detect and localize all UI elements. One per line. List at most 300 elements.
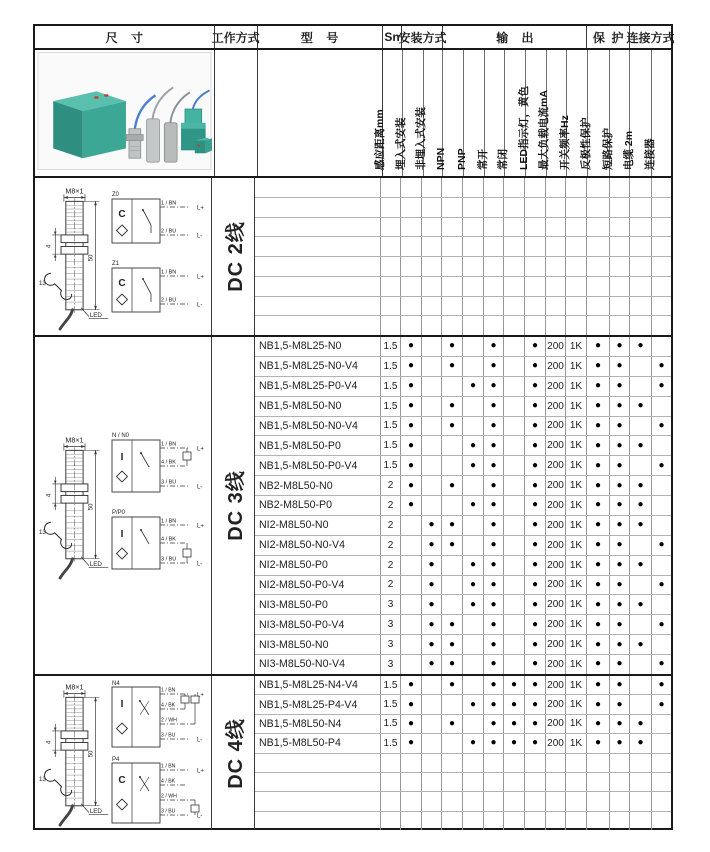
sn-cell [381, 773, 401, 791]
load-cell [546, 773, 566, 791]
model-cell [255, 316, 381, 335]
sn-cell [381, 218, 401, 237]
freq-cell: 1K [566, 576, 587, 595]
connector-dot-cell [652, 792, 671, 810]
dc4-rows [255, 676, 671, 830]
rail-lminus: L- [197, 737, 203, 743]
nonflush-dot-cell [422, 237, 442, 256]
sn-cell: 2 [381, 496, 401, 515]
nc-dot-cell [504, 812, 525, 830]
short-dot-cell [610, 754, 630, 772]
connector-dot-cell: ● [658, 419, 665, 431]
nonflush-dot-cell [422, 417, 442, 436]
wire-label-bu: 3 / BU [161, 808, 176, 814]
pnp-dot-cell: ● [463, 595, 484, 614]
connector-dot-cell: ● [658, 539, 665, 551]
wiring-title: P4 [112, 756, 120, 763]
dc3-dimension-cell [35, 337, 212, 674]
rail-lplus: L+ [197, 446, 204, 453]
reverse-dot-cell [587, 178, 610, 197]
model-cell: NI2-M8L50-N0-V4 [255, 536, 381, 555]
short-dot-cell: ● [610, 337, 630, 356]
load-cell: 200 [546, 695, 566, 713]
reverse-dot-cell [587, 218, 610, 237]
led-dot-cell [525, 257, 546, 276]
sn-cell: 1.5 [381, 337, 401, 356]
section-dc4 [35, 674, 671, 830]
connector-dot-cell [652, 218, 671, 237]
nonflush-dot-cell [422, 754, 442, 772]
cable-dot-cell [630, 218, 652, 237]
diamond-logo [117, 723, 128, 734]
flush-dot-cell: ● [401, 436, 422, 455]
reverse-dot-cell [587, 277, 610, 296]
freq-cell [566, 257, 587, 276]
npn-dot-cell [442, 812, 463, 830]
cable-dot-cell [630, 237, 652, 256]
table-header-row [35, 26, 675, 50]
nc-dot-cell [504, 595, 525, 614]
load-cell [546, 218, 566, 237]
npn-dot-cell [442, 773, 463, 791]
flush-dot-cell [401, 237, 422, 256]
nc-dot-cell: ● [504, 695, 525, 713]
no-dot-cell [484, 277, 504, 296]
connector-dot-cell [652, 297, 671, 316]
load-cell: 200 [546, 536, 566, 555]
table-row [255, 198, 671, 218]
led-dot-cell [525, 754, 546, 772]
threaded-sensor [129, 129, 141, 159]
rail-lminus: L- [197, 233, 203, 240]
cube-sensor [195, 141, 206, 154]
flush-dot-cell: ● [401, 456, 422, 475]
reverse-dot-cell [587, 257, 610, 276]
wire-label-bk: 4 / BK [161, 459, 176, 466]
model-cell: NI3-M8L50-P0-V4 [255, 615, 381, 634]
wiring-diagram-n0 [111, 430, 211, 504]
freq-cell: 1K [566, 496, 587, 515]
nonflush-dot-cell [422, 773, 442, 791]
table-row [255, 812, 671, 830]
sn-cell: 2 [381, 536, 401, 555]
output-symbol: I [120, 529, 124, 540]
reverse-dot-cell: ● [587, 436, 610, 455]
wiring-diagram-n4 [111, 679, 211, 752]
npn-dot-cell: ● [442, 655, 463, 674]
table-row [255, 476, 671, 496]
diamond-logo [117, 548, 128, 559]
nc-dot-cell [504, 397, 525, 416]
led-dot-cell [525, 792, 546, 810]
load-cell: 200 [546, 615, 566, 634]
nc-dot-cell [504, 576, 525, 595]
pnp-dot-cell [463, 615, 484, 634]
table-row [255, 676, 671, 695]
led-dot-cell: ● [525, 436, 546, 455]
npn-dot-cell: ● [442, 516, 463, 535]
npn-dot-cell [442, 595, 463, 614]
reverse-dot-cell: ● [587, 377, 610, 396]
load-resistor [183, 452, 191, 460]
output-symbol: C [118, 774, 126, 786]
led-dot-cell [525, 198, 546, 217]
npn-dot-cell [442, 754, 463, 772]
nc-dot-cell [504, 297, 525, 316]
led-dot-cell: ● [525, 476, 546, 495]
nc-dot-cell [504, 316, 525, 335]
rail-lminus: L- [197, 813, 203, 819]
led-dot-cell: ● [525, 417, 546, 436]
vheader-normally-open: 常开 [485, 50, 505, 176]
flush-dot-cell: ● [401, 695, 422, 713]
flush-dot-cell [401, 635, 422, 654]
freq-cell [566, 792, 587, 810]
model-cell: NB1,5-M8L25-P0-V4 [255, 377, 381, 396]
diamond-logo [117, 799, 128, 810]
freq-cell: 1K [566, 436, 587, 455]
nc-dot-cell [504, 178, 525, 197]
reverse-dot-cell: ● [587, 357, 610, 376]
connector-dot-cell [652, 734, 671, 752]
sn-cell [381, 198, 401, 217]
no-dot-cell [484, 218, 504, 237]
connector-dot-cell [652, 178, 671, 197]
npn-dot-cell: ● [442, 635, 463, 654]
model-cell: NB1,5-M8L25-N4-V4 [255, 676, 381, 694]
nonflush-dot-cell [422, 257, 442, 276]
npn-dot-cell: ● [442, 417, 463, 436]
freq-cell: 1K [566, 516, 587, 535]
wire-label-wh: 2 / WH [161, 717, 177, 723]
table-row [255, 754, 671, 773]
sn-cell: 1.5 [381, 456, 401, 475]
led-dot-cell: ● [525, 676, 546, 694]
sn-cell: 1.5 [381, 695, 401, 713]
table-row [255, 715, 671, 734]
load-cell [546, 297, 566, 316]
nonflush-dot-cell: ● [422, 635, 442, 654]
wire-label-bn: 1 / BN [161, 763, 176, 769]
no-dot-cell [484, 754, 504, 772]
flush-dot-cell: ● [401, 734, 422, 752]
model-cell [255, 198, 381, 217]
cable-dot-cell: ● [630, 635, 652, 654]
npn-dot-cell: ● [442, 476, 463, 495]
flush-dot-cell: ● [401, 496, 422, 515]
load-cell: 200 [546, 556, 566, 575]
flush-dot-cell [401, 615, 422, 634]
cable-dot-cell: ● [630, 397, 652, 416]
short-dot-cell: ● [610, 595, 630, 614]
nonflush-dot-cell [422, 496, 442, 515]
flush-dot-cell [401, 218, 422, 237]
flush-dot-cell: ● [401, 676, 422, 694]
output-symbol: I [120, 698, 124, 710]
vheader-led: LED指示灯，黄色 [526, 50, 547, 176]
npn-dot-cell [442, 178, 463, 197]
short-dot-cell: ● [610, 576, 630, 595]
model-cell: NI3-M8L50-N0 [255, 635, 381, 654]
rail-lplus: L+ [197, 768, 204, 774]
flush-dot-cell [401, 516, 422, 535]
load-cell [546, 316, 566, 335]
short-dot-cell: ● [610, 516, 630, 535]
vheader-frequency: 开关频率Hz [567, 50, 588, 176]
pnp-dot-cell [463, 357, 484, 376]
reverse-dot-cell [587, 316, 610, 335]
led-dot-cell [525, 297, 546, 316]
freq-cell [566, 812, 587, 830]
diamond-logo [117, 471, 128, 482]
sn-cell: 1.5 [381, 397, 401, 416]
nonflush-dot-cell [422, 337, 442, 356]
led-dot-cell: ● [525, 734, 546, 752]
led-dot-cell [525, 237, 546, 256]
load-cell: 200 [546, 576, 566, 595]
nonflush-dot-cell: ● [422, 655, 442, 674]
sn-cell [381, 178, 401, 197]
sn-cell: 1.5 [381, 715, 401, 733]
npn-dot-cell [442, 237, 463, 256]
nonflush-dot-cell [422, 695, 442, 713]
model-cell [255, 257, 381, 276]
rail-lminus: L- [197, 302, 203, 309]
table-row [255, 397, 671, 417]
wire-label-bk: 4 / BK [161, 778, 176, 784]
load-cell: 200 [546, 715, 566, 733]
sensor-dimension-drawing [38, 182, 109, 332]
wiring-title: Z1 [112, 261, 120, 267]
reverse-dot-cell: ● [587, 397, 610, 416]
no-dot-cell: ● [484, 655, 504, 674]
sn-cell: 2 [381, 516, 401, 535]
flush-dot-cell: ● [401, 377, 422, 396]
cable-dot-cell [630, 257, 652, 276]
reverse-dot-cell [587, 773, 610, 791]
pnp-dot-cell: ● [463, 576, 484, 595]
nc-dot-cell [504, 357, 525, 376]
connector-dot-cell [652, 496, 671, 515]
cable-dot-cell [630, 655, 652, 674]
freq-cell: 1K [566, 734, 587, 752]
npn-dot-cell [442, 297, 463, 316]
load-cell [546, 812, 566, 830]
led-dot-cell [525, 316, 546, 335]
model-cell [255, 297, 381, 316]
wire-label-wh: 2 / WH [161, 793, 177, 799]
nonflush-dot-cell [422, 792, 442, 810]
pnp-dot-cell [463, 655, 484, 674]
no-dot-cell [484, 178, 504, 197]
load-cell [546, 792, 566, 810]
short-dot-cell [610, 198, 630, 217]
led-dot-cell: ● [525, 695, 546, 713]
led-dot-cell: ● [525, 595, 546, 614]
load-cell [546, 237, 566, 256]
freq-cell [566, 237, 587, 256]
nc-dot-cell [504, 655, 525, 674]
pnp-dot-cell: ● [463, 695, 484, 713]
flush-dot-cell [401, 297, 422, 316]
wire-label-bn: 1 / BN [161, 518, 177, 525]
no-dot-cell [484, 773, 504, 791]
load-cell: 200 [546, 655, 566, 674]
table-row [255, 734, 671, 753]
cable-dot-cell [630, 178, 652, 197]
cable-dot-cell [630, 676, 652, 694]
table-row [255, 178, 671, 198]
load-cell: 200 [546, 337, 566, 356]
wiring-title: N / N0 [112, 433, 130, 439]
table-row [255, 297, 671, 317]
block-sensor-front [53, 101, 82, 158]
freq-cell [566, 218, 587, 237]
table-row [255, 635, 671, 655]
pnp-dot-cell: ● [463, 556, 484, 575]
short-dot-cell: ● [610, 357, 630, 376]
no-dot-cell: ● [484, 417, 504, 436]
npn-dot-cell [442, 556, 463, 575]
npn-dot-cell: ● [442, 337, 463, 356]
nc-dot-cell [504, 377, 525, 396]
sn-cell: 1.5 [381, 417, 401, 436]
load-resistor [183, 549, 191, 557]
sn-cell: 1.5 [381, 734, 401, 752]
vheader-cable: 电缆 2m [630, 50, 652, 176]
flush-dot-cell [401, 316, 422, 335]
reverse-dot-cell [587, 237, 610, 256]
spec-table [33, 24, 673, 830]
cable-dot-cell [630, 316, 652, 335]
connector-dot-cell [652, 556, 671, 575]
npn-dot-cell [442, 695, 463, 713]
nonflush-dot-cell [422, 218, 442, 237]
table-row [255, 536, 671, 556]
led-dot-cell [525, 277, 546, 296]
freq-cell: 1K [566, 635, 587, 654]
short-dot-cell [610, 237, 630, 256]
table-row [255, 237, 671, 257]
connector-dot-cell: ● [658, 698, 665, 710]
vheader-nonflush: 非埋入式安装 [424, 50, 444, 176]
table-row [255, 436, 671, 456]
model-cell: NB1,5-M8L50-P4 [255, 734, 381, 752]
model-cell: NB1,5-M8L25-N0-V4 [255, 357, 381, 376]
pnp-dot-cell [463, 417, 484, 436]
freq-cell: 1K [566, 715, 587, 733]
connector-dot-cell [652, 257, 671, 276]
flush-dot-cell [401, 198, 422, 217]
flush-dot-cell: ● [401, 715, 422, 733]
block-sensor-side [83, 101, 126, 158]
sensor-dimension-drawing [38, 678, 109, 828]
short-dot-cell: ● [610, 734, 630, 752]
flush-dot-cell [401, 178, 422, 197]
workmode-subheader-empty [215, 50, 258, 176]
connector-dot-cell: ● [658, 679, 665, 691]
flush-dot-cell [401, 257, 422, 276]
flush-dot-cell [401, 576, 422, 595]
flush-dot-cell [401, 655, 422, 674]
no-dot-cell: ● [484, 397, 504, 416]
cable-dot-cell: ● [630, 337, 652, 356]
led-dot-cell: ● [525, 397, 546, 416]
wiring-diagram-z1 [111, 258, 211, 324]
nonflush-dot-cell: ● [422, 595, 442, 614]
cable-dot-cell [630, 695, 652, 713]
header-output: 输 出 [443, 26, 587, 48]
model-cell: NB1,5-M8L25-P4-V4 [255, 695, 381, 713]
sn-cell [381, 812, 401, 830]
cable-dot-cell [630, 615, 652, 634]
table-row [255, 417, 671, 437]
led-dot-cell: ● [525, 576, 546, 595]
table-row [255, 456, 671, 476]
npn-dot-cell [442, 456, 463, 475]
wiring-diagram-z0 [111, 189, 211, 255]
nc-dot-cell [504, 496, 525, 515]
load-cell: 200 [546, 734, 566, 752]
connector-dot-cell [652, 397, 671, 416]
flush-dot-cell: ● [401, 417, 422, 436]
nonflush-dot-cell [422, 198, 442, 217]
connector-dot-cell [652, 754, 671, 772]
short-dot-cell: ● [610, 496, 630, 515]
flush-dot-cell [401, 754, 422, 772]
model-cell: NI3-M8L50-N0-V4 [255, 655, 381, 674]
cable-dot-cell [630, 536, 652, 555]
wire-label-bk: 4 / BK [161, 702, 176, 708]
model-cell: NI2-M8L50-N0 [255, 516, 381, 535]
connector-dot-cell [652, 476, 671, 495]
reverse-dot-cell [587, 792, 610, 810]
model-cell: NB1,5-M8L50-N0-V4 [255, 417, 381, 436]
table-row [255, 516, 671, 536]
nonflush-dot-cell [422, 476, 442, 495]
wiring-title: Z0 [112, 192, 120, 198]
sn-cell: 2 [381, 576, 401, 595]
load-cell: 200 [546, 417, 566, 436]
freq-cell: 1K [566, 595, 587, 614]
connector-dot-cell [652, 436, 671, 455]
load-resistor [181, 696, 189, 703]
short-dot-cell [610, 297, 630, 316]
nonflush-dot-cell [422, 277, 442, 296]
cable-dot-cell [630, 773, 652, 791]
nc-dot-cell [504, 218, 525, 237]
sn-cell [381, 277, 401, 296]
no-dot-cell [484, 812, 504, 830]
vheader-pnp: PNP [464, 50, 485, 176]
no-dot-cell: ● [484, 456, 504, 475]
freq-cell: 1K [566, 357, 587, 376]
reverse-dot-cell [587, 198, 610, 217]
nonflush-dot-cell: ● [422, 516, 442, 535]
nonflush-dot-cell [422, 178, 442, 197]
model-cell: NB2-M8L50-P0 [255, 496, 381, 515]
led-dot-cell: ● [525, 536, 546, 555]
cable-dot-cell [630, 456, 652, 475]
nc-dot-cell: ● [504, 715, 525, 733]
load-cell [546, 178, 566, 197]
load-cell: 200 [546, 397, 566, 416]
reverse-dot-cell: ● [587, 715, 610, 733]
sensor-dimension-drawing [38, 431, 109, 581]
table-row [255, 277, 671, 297]
short-dot-cell: ● [610, 456, 630, 475]
reverse-dot-cell [587, 812, 610, 830]
